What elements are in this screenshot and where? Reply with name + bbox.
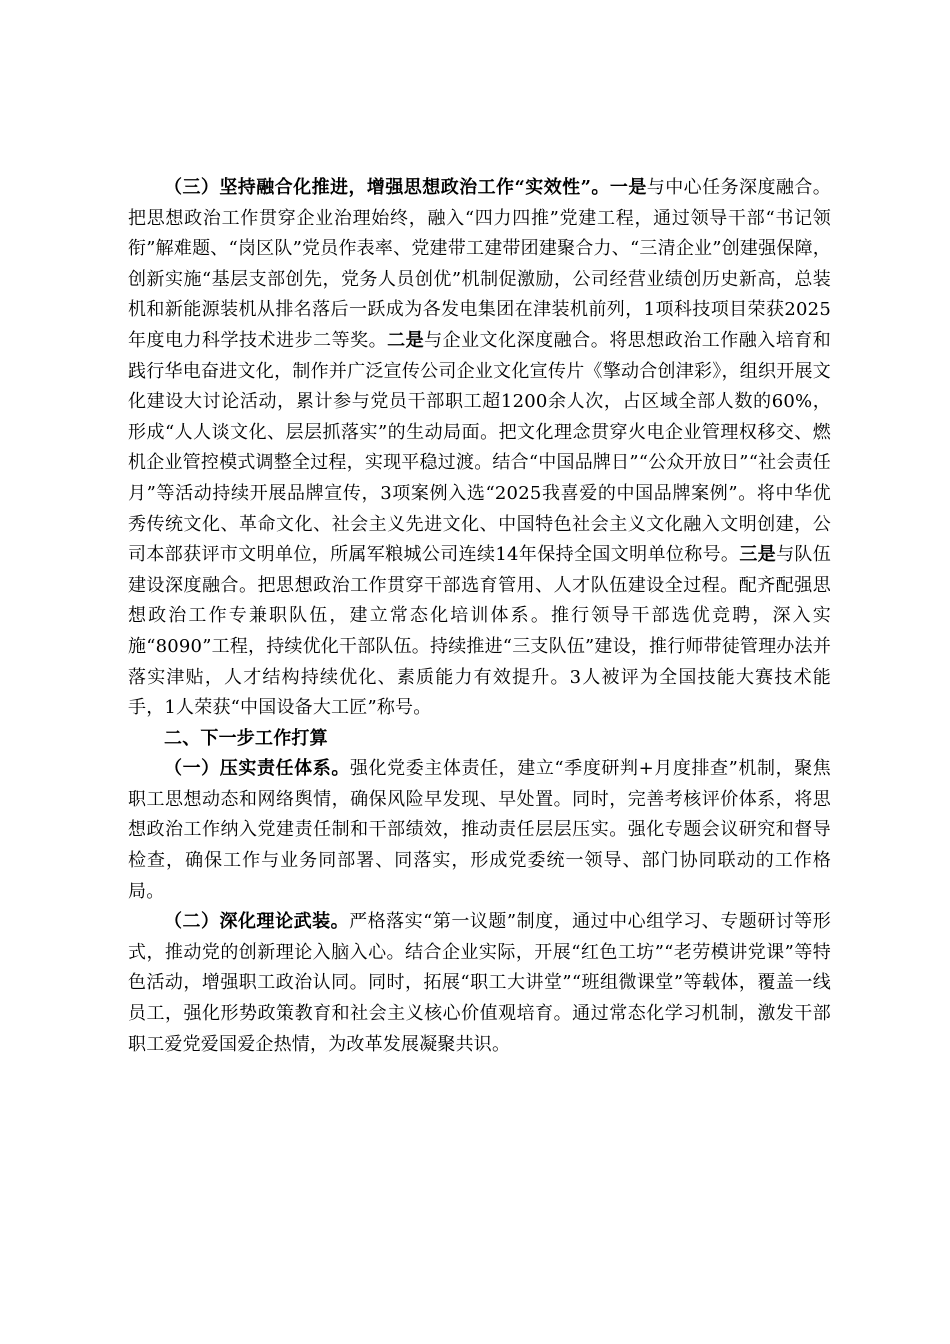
point-three-label: 三是 bbox=[739, 544, 777, 566]
document-body bbox=[128, 173, 831, 1060]
paragraph-responsibility bbox=[128, 754, 831, 907]
section-lead-one: （一）压实责任体系。 bbox=[164, 758, 350, 780]
point-three-text: 与队伍建设深度融合。把思想政治工作贯穿干部选育管用、人才队伍建设全过程。配齐配强思想政治工作专兼职队伍，建立常态化培训体系。推行领导干部选优竞聘，深入实施“8090”工程，持续优化干部队伍。持续推进“三支队伍”建设，推行师带徒管理办法并落实津贴，人才结构持续优化、素质能力有效提升。3人被评为全国技能大赛技术能手，1人荣获“中国设备大工匠”称号。 bbox=[128, 544, 832, 719]
responsibility-text: 强化党委主体责任，建立“季度研判+月度排查”机制，聚焦职工思想动态和网络舆情，确保风险早发现、早处置。同时，完善考核评价体系，将思想政治工作纳入党建责任制和干部绩效，推动责任层层压实。强化专题会议研究和督导检查，确保工作与业务同部署、同落实，形成党委统一领导、部门协同联动的工作格局。 bbox=[128, 758, 831, 902]
paragraph-integration bbox=[128, 173, 831, 724]
point-one-label: 一是 bbox=[609, 177, 647, 198]
section-lead-two: （二）深化理论武装。 bbox=[164, 911, 350, 933]
theory-text: 严格落实“第一议题”制度，通过中心组学习、专题研讨等形式，推动党的创新理论入脑入心。结合企业实际，开展“红色工坊”“老劳模讲党课”等特色活动，增强职工政治认同。同时，拓展“职工大讲堂”“班组微课堂”等载体，覆盖一线员工，强化形势政策教育和社会主义核心价值观培育。通过常态化学习机制，激发干部职工爱党爱国爱企热情，为改革发展凝聚共识。 bbox=[128, 911, 831, 1055]
point-one-text: 与中心任务深度融合。把思想政治工作贯穿企业治理始终，融入“四力四推”党建工程，通过领导干部“书记领衔”解难题、“岗区队”党员作表率、党建带工建带团建聚合力、“三清企业”创建强保障，创新实施“基层支部创先，党务人员创优”机制促激励，公司经营业绩创历史新高，总装机和新能源装机从排名落后一跃成为各发电集团在津装机前列，1项科技项目荣获2025年度电力科学技术进步二等奖。 bbox=[128, 177, 831, 351]
paragraph-theory bbox=[128, 907, 831, 1060]
section-lead-three: （三）坚持融合化推进，增强思想政治工作“实效性”。 bbox=[164, 177, 610, 198]
point-two-label: 二是 bbox=[387, 329, 425, 351]
point-two-text: 与企业文化深度融合。将思想政治工作融入培育和践行华电奋进文化，制作并广泛宣传公司企业文化宣传片《擎动合创津彩》，组织开展文化建设大讨论活动，累计参与党员干部职工超1200余人次，占区域全部人数的60%，形成“人人谈文化、层层抓落实”的生动局面。把文化理念贯穿火电企业管理权移交、燃机企业管控模式调整全过程，实现平稳过渡。结合“中国品牌日”“公众开放日”“社会责任月”等活动持续开展品牌宣传，3项案例入选“2025我喜爱的中国品牌案例”。将中华优秀传统文化、革命文化、社会主义先进文化、中国特色社会主义文化融入文明创建，公司本部获评市文明单位，所属军粮城公司连续14年保持全国文明单位称号。 bbox=[128, 329, 831, 566]
heading-next-steps: 二、下一步工作打算 bbox=[164, 727, 328, 749]
